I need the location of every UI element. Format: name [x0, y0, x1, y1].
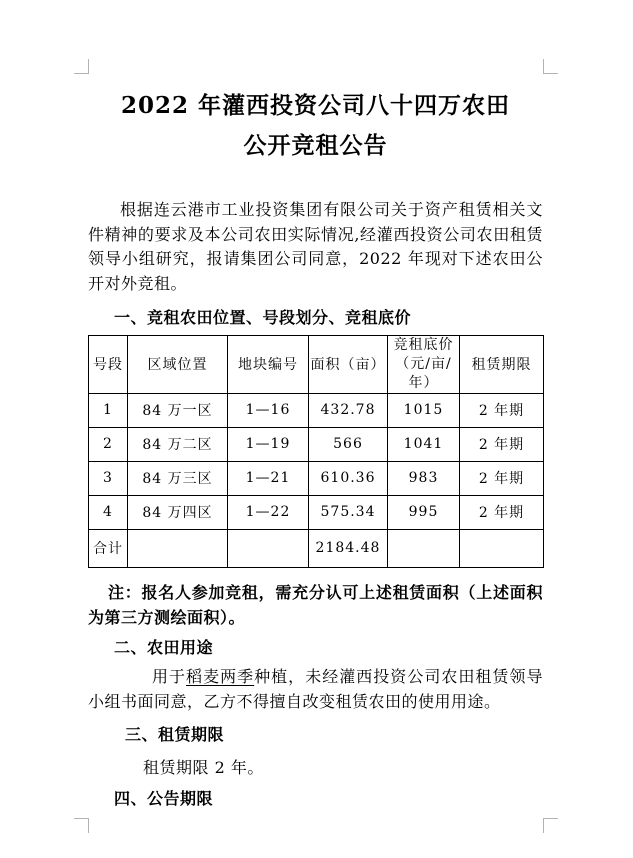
th-location: 区域位置 [128, 335, 228, 393]
table-cell: 2 [89, 427, 128, 461]
table-total-row [89, 529, 544, 567]
table-cell [128, 529, 228, 567]
document-title [88, 86, 543, 166]
table-cell: 84 万一区 [128, 393, 228, 427]
table-cell: 1—22 [228, 495, 309, 529]
table-header-row [89, 335, 544, 393]
table-row [89, 495, 544, 529]
section3-heading: 三、租赁期限 [125, 724, 225, 744]
margin-mark-top-left-icon [74, 59, 89, 74]
table-cell: 1—19 [228, 427, 309, 461]
use-text-suffix: 种植，未经灌西投资公司农田租赁领导小组书面同意，乙方不得擅自改变租赁农田的使用用途。 [88, 667, 543, 711]
document-content [88, 0, 543, 811]
table-cell: 1041 [388, 427, 460, 461]
margin-mark-top-right-icon [543, 59, 558, 74]
table-cell: 575.34 [309, 495, 388, 529]
table-cell: 995 [388, 495, 460, 529]
th-base-price-line2: （元/亩/年） [395, 355, 452, 391]
table-cell: 2 年期 [460, 427, 544, 461]
table-row [89, 461, 544, 495]
use-text-underlined: 稻麦两季 [186, 667, 255, 687]
table-cell: 4 [89, 495, 128, 529]
lease-term-paragraph: 租赁期限 2 年。 [143, 757, 264, 777]
table-cell: 432.78 [309, 393, 388, 427]
table-cell: 2 年期 [460, 495, 544, 529]
document-title-line2: 公开竞租公告 [243, 132, 388, 159]
table-cell: 3 [89, 461, 128, 495]
margin-mark-bottom-right-icon [543, 818, 558, 833]
th-area: 面积（亩） [309, 335, 388, 393]
table-cell: 610.36 [309, 461, 388, 495]
margin-mark-bottom-left-icon [74, 818, 89, 833]
section4-heading: 四、公告期限 [114, 789, 214, 809]
table-cell [460, 529, 544, 567]
th-base-price-line1: 竞租底价 [393, 336, 454, 353]
table-row [89, 427, 544, 461]
section2-heading: 二、农田用途 [114, 638, 214, 658]
use-text-prefix: 用于 [152, 667, 187, 687]
th-plot-number: 地块编号 [228, 335, 309, 393]
table-cell: 2184.48 [309, 529, 388, 567]
table-cell: 983 [388, 461, 460, 495]
table-cell: 1—21 [228, 461, 309, 495]
th-base-price [388, 335, 460, 393]
table-note: 注：报名人参加竞租，需充分认可上述租赁面积（上述面积为第三方测绘面积）。 [88, 582, 543, 627]
intro-paragraph: 根据连云港市工业投资集团有限公司关于资产租赁相关文件精神的要求及本公司农田实际情况,经灌西投资公司农田租赁领导小组研究，报请集团公司同意，2022 年现对下述农田公开对外竞租。 [88, 200, 543, 294]
table-cell: 84 万四区 [128, 495, 228, 529]
table-cell: 1015 [388, 393, 460, 427]
table-cell: 1 [89, 393, 128, 427]
table-cell: 2 年期 [460, 393, 544, 427]
th-lease-term: 租赁期限 [460, 335, 544, 393]
table-row [89, 393, 544, 427]
th-segment: 号段 [89, 335, 128, 393]
table-cell: 566 [309, 427, 388, 461]
lease-plots-table [88, 335, 544, 568]
table-cell: 2 年期 [460, 461, 544, 495]
table-cell [228, 529, 309, 567]
table-cell: 84 万二区 [128, 427, 228, 461]
section1-heading: 一、竞租农田位置、号段划分、竞租底价 [114, 307, 412, 327]
table-cell: 1—16 [228, 393, 309, 427]
farmland-use-paragraph [88, 665, 543, 714]
table-cell: 84 万三区 [128, 461, 228, 495]
table-cell [388, 529, 460, 567]
document-title-line1: 2022 年灌西投资公司八十四万农田 [120, 92, 511, 119]
table-cell: 合计 [89, 529, 128, 567]
